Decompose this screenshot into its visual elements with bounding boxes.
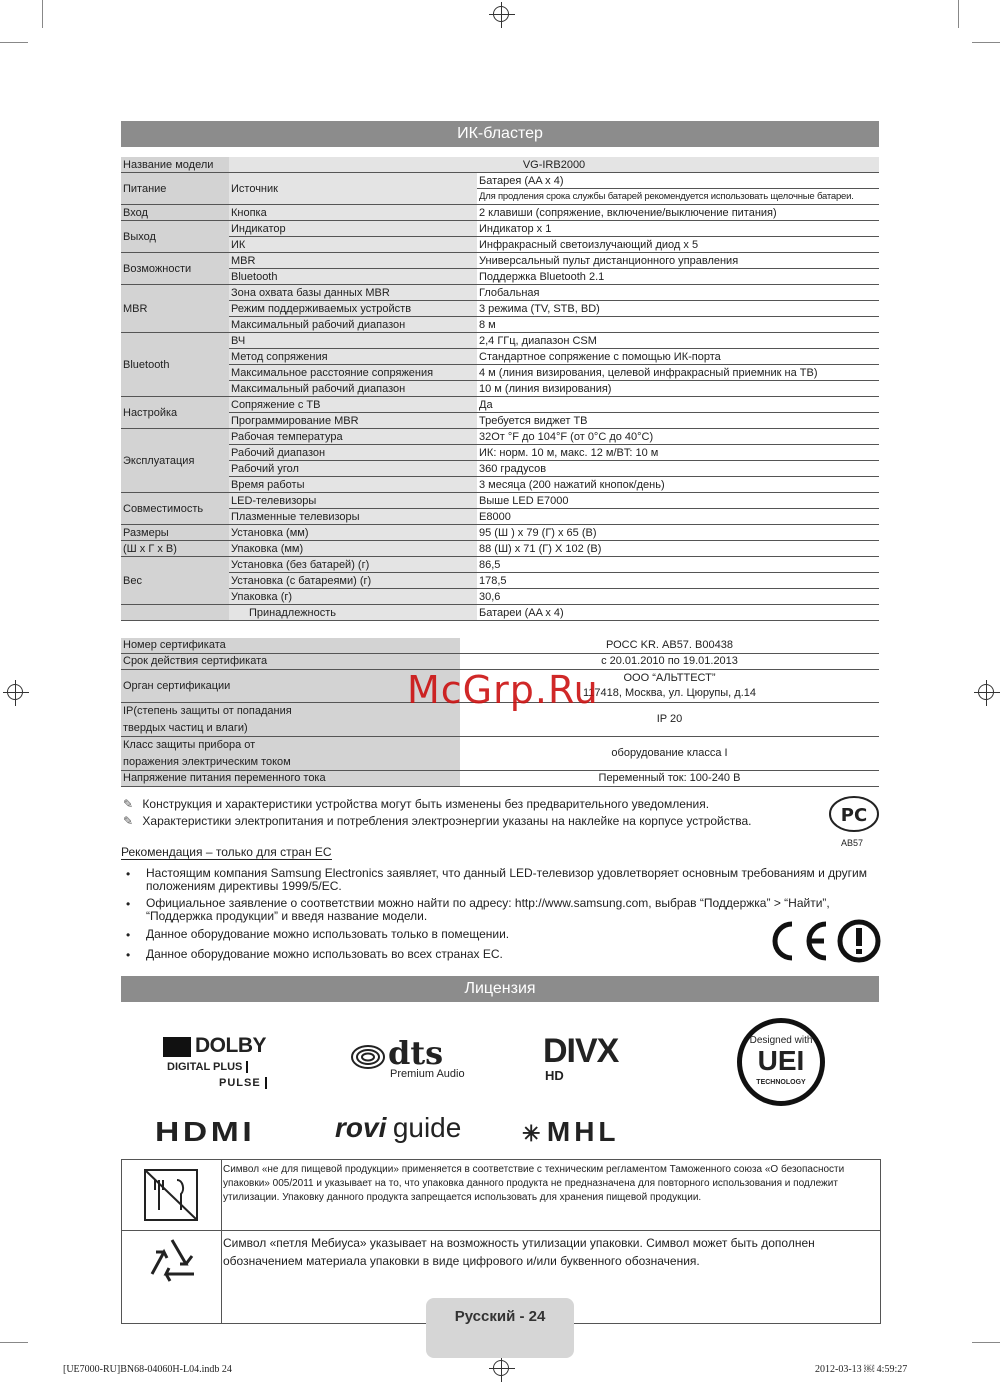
spec-row <box>121 413 879 429</box>
list-item: • Официальное заявление о соответствии можно найти по адресу: http://www.samsung.com, выбрав “Поддержка” > “Найти”, “Поддержка продукции” и введя название модели. <box>126 896 830 923</box>
spec-value: Индикатор x 1 <box>477 221 879 237</box>
cert-label: Класс защиты прибора от поражения электрическим током <box>121 737 460 771</box>
page-number: Русский - 24 <box>426 1298 574 1358</box>
footer-timestamp: 2012-03-13 ￼ 4:59:27 <box>815 1364 908 1375</box>
mobius-loop-description: Символ «петля Мебиуса» указывает на возможность утилизации упаковки. Символ может быть дополнен обозначением материала упаковки в виде цифрового и/или буквенного обозначения. <box>223 1236 815 1268</box>
spec-param: Максимальное расстояние сопряжения <box>229 365 477 381</box>
spec-value: 86,5 <box>477 557 879 573</box>
spec-param: Кнопка <box>229 205 477 221</box>
spec-param: Режим поддерживаемых устройств <box>229 301 477 317</box>
spec-row <box>121 429 879 445</box>
spec-param: Bluetooth <box>229 269 477 285</box>
spec-value: E8000 <box>477 509 879 525</box>
recommendation-heading: Рекомендация – только для стран ЕС <box>121 845 332 859</box>
spec-value: Выше LED E7000 <box>477 493 879 509</box>
cert-value: Переменный ток: 100-240 В <box>460 771 879 787</box>
spec-row <box>121 269 879 285</box>
spec-row <box>121 605 879 621</box>
spec-value: 4 м (линия визирования, целевой инфракрасный приемник на ТВ) <box>477 365 879 381</box>
divx-logo: DIVX HD <box>543 1032 619 1083</box>
not-for-food-description: Символ «не для пищевой продукции» применяется в соответствие с техническим регламентом Таможенного союза «О безопасности упаковки» 005/2011 и указывает на то, что упаковка данного продукта не предназначена для повторного использования и подлежит утилизации. Упаковку данного продукта запрещается использовать для хранения пищевой продукции. <box>223 1164 845 1203</box>
uei-logo: Designed with UEI TECHNOLOGY <box>737 1018 825 1106</box>
pct-code: AB57 <box>841 838 864 848</box>
cert-label: Срок действия сертификата <box>121 654 460 670</box>
spec-value: Требуется виджет ТВ <box>477 413 879 429</box>
spec-group-label: Питание <box>121 173 229 205</box>
mhl-logo: ✳ MHL <box>522 1116 620 1147</box>
spec-value: VG-IRB2000 <box>229 157 879 173</box>
spec-param: Индикатор <box>229 221 477 237</box>
cert-value: оборудование класса I <box>460 737 879 771</box>
spec-row <box>121 253 879 269</box>
mhl-star-icon: ✳ <box>522 1121 541 1146</box>
list-item: • Данное оборудование можно использовать во всех странах ЕС. <box>126 947 503 962</box>
spec-row <box>121 541 879 557</box>
spec-value: 2 клавиши (сопряжение, включение/выключение питания) <box>477 205 879 221</box>
certification-table <box>121 638 879 787</box>
registration-mark-bottom <box>493 1360 509 1376</box>
footer-filename: [UE7000-RU]BN68-04060H-L04.indb 24 <box>63 1364 232 1375</box>
spec-row <box>121 493 879 509</box>
spec-param: Сопряжение с ТВ <box>229 397 477 413</box>
spec-value: Да <box>477 397 879 413</box>
spec-group-label: Bluetooth <box>121 333 229 397</box>
spec-value: 88 (Ш) x 71 (Г) X 102 (В) <box>477 541 879 557</box>
note-item: ✎ Конструкция и характеристики устройства могут быть изменены без предварительного уведомления. <box>123 797 710 811</box>
crop-line <box>972 1342 1000 1343</box>
section-title-license: Лицензия <box>121 976 879 1002</box>
spec-group-label: Совместимость <box>121 493 229 525</box>
list-item: • Настоящим компания Samsung Electronics заявляет, что данный LED-телевизор удовлетворяет основным требованиям и другим положениям директивы 1999/5/EC. <box>126 866 867 893</box>
spec-value: Для продления срока службы батарей рекомендуется использовать щелочные батареи. <box>477 189 879 205</box>
spec-row <box>121 461 879 477</box>
cert-row <box>121 737 879 771</box>
spec-row <box>121 557 879 573</box>
crop-line <box>958 0 959 28</box>
spec-value: 178,5 <box>477 573 879 589</box>
spec-value: Поддержка Bluetooth 2.1 <box>477 269 879 285</box>
spec-param: LED-телевизоры <box>229 493 477 509</box>
spec-value: Универсальный пульт дистанционного управления <box>477 253 879 269</box>
list-item: • Данное оборудование можно использовать только в помещении. <box>126 927 510 942</box>
registration-mark-top <box>493 6 509 22</box>
cert-label: Номер сертификата <box>121 638 460 654</box>
cert-value: ООО “АЛЬТТЕСТ” 117418, Москва, ул. Цюрупы, д.14 <box>460 670 879 703</box>
watermark: McGrp.Ru <box>407 668 599 712</box>
spec-param: Рабочий диапазон <box>229 445 477 461</box>
spec-row <box>121 445 879 461</box>
spec-row <box>121 333 879 349</box>
dts-disc-icon <box>350 1044 386 1070</box>
spec-row <box>121 509 879 525</box>
spec-param: Программирование MBR <box>229 413 477 429</box>
spec-param: Зона охвата базы данных MBR <box>229 285 477 301</box>
spec-group-label: Вход <box>121 205 229 221</box>
spec-value: 95 (Ш ) x 79 (Г) x 65 (В) <box>477 525 879 541</box>
dolby-logo: DOLBY DIGITAL PLUS PULSE <box>163 1037 273 1093</box>
spec-row <box>121 301 879 317</box>
spec-row <box>121 349 879 365</box>
spec-value: Батарея (AA x 4) <box>477 173 879 189</box>
spec-group-label: Выход <box>121 221 229 253</box>
spec-group-label: Вес <box>121 557 229 605</box>
spec-row <box>121 157 879 173</box>
note-item: ✎ Характеристики электропитания и потребления электроэнергии указаны на наклейке на корпусе устройства. <box>123 814 752 828</box>
cert-label: Орган сертификации <box>121 670 460 703</box>
spec-param: MBR <box>229 253 477 269</box>
spec-group-label <box>121 605 229 621</box>
spec-param: Рабочая температура <box>229 429 477 445</box>
spec-param: Рабочий угол <box>229 461 477 477</box>
spec-group-label: Размеры <box>121 525 229 541</box>
cert-row <box>121 771 879 787</box>
cert-value: IP 20 <box>460 703 879 737</box>
spec-row <box>121 285 879 301</box>
ce-mark-icon <box>764 918 882 964</box>
spec-param: Максимальный рабочий диапазон <box>229 317 477 333</box>
crop-line <box>0 1342 28 1343</box>
dts-logo: dts Premium Audio <box>350 1040 470 1085</box>
cert-value: РОСС KR. АВ57. В00438 <box>460 638 879 654</box>
spec-param: Установка (мм) <box>229 525 477 541</box>
not-for-food-icon <box>141 1166 201 1224</box>
cert-label: IP(степень защиты от попадания твердых частиц и влаги) <box>121 703 460 737</box>
crop-line <box>42 0 43 28</box>
registration-mark-right <box>978 684 994 700</box>
dolby-icon <box>163 1037 191 1057</box>
pencil-icon: ✎ <box>123 797 134 811</box>
spec-row <box>121 221 879 237</box>
spec-value: 3 месяца (200 нажатий кнопок/день) <box>477 477 879 493</box>
rovi-guide-logo: rovi guide <box>335 1112 462 1143</box>
spec-group-label: Название модели <box>121 157 229 173</box>
registration-mark-left <box>7 684 23 700</box>
spec-param: ВЧ <box>229 333 477 349</box>
spec-group-label: Возможности <box>121 253 229 285</box>
spec-row <box>121 477 879 493</box>
spec-value: 3 режима (TV, STB, BD) <box>477 301 879 317</box>
spec-value: Глобальная <box>477 285 879 301</box>
spec-row <box>121 525 879 541</box>
pct-certification-icon <box>828 795 880 835</box>
spec-group-label: Эксплуатация <box>121 429 229 493</box>
spec-value: 360 градусов <box>477 461 879 477</box>
spec-row <box>121 381 879 397</box>
spec-value: Инфракрасный светоизлучающий диод x 5 <box>477 237 879 253</box>
spec-param: Максимальный рабочий диапазон <box>229 381 477 397</box>
spec-param: Источник <box>229 173 477 205</box>
hdmi-logo: HDMI <box>155 1116 256 1147</box>
spec-value: 32От °F до 104°F (от 0°C до 40°C) <box>477 429 879 445</box>
spec-value: Стандартное сопряжение с помощью ИК-порта <box>477 349 879 365</box>
spec-value: 10 м (линия визирования) <box>477 381 879 397</box>
spec-row <box>121 317 879 333</box>
spec-row <box>121 205 879 221</box>
spec-value: 30,6 <box>477 589 879 605</box>
spec-param: Плазменные телевизоры <box>229 509 477 525</box>
cert-label: Напряжение питания переменного тока <box>121 771 460 787</box>
spec-value: 8 м <box>477 317 879 333</box>
spec-row <box>121 397 879 413</box>
spec-param: Упаковка (мм) <box>229 541 477 557</box>
crop-line <box>972 42 1000 43</box>
svg-text:РС: РС <box>840 805 868 826</box>
spec-param: Принадлежность <box>229 605 477 621</box>
spec-table <box>121 157 879 621</box>
spec-param: ИК <box>229 237 477 253</box>
spec-group-label: MBR <box>121 285 229 333</box>
spec-param: Время работы <box>229 477 477 493</box>
spec-param: Установка (без батарей) (г) <box>229 557 477 573</box>
spec-param: Метод сопряжения <box>229 349 477 365</box>
spec-param: Установка (с батареями) (г) <box>229 573 477 589</box>
spec-row <box>121 589 879 605</box>
spec-value: 2,4 ГГц, диапазон CSM <box>477 333 879 349</box>
spec-value: Батареи (AA x 4) <box>477 605 879 621</box>
spec-row <box>121 237 879 253</box>
mobius-loop-icon <box>140 1234 204 1292</box>
cert-row <box>121 638 879 654</box>
spec-row <box>121 365 879 381</box>
pencil-icon: ✎ <box>123 814 134 828</box>
spec-group-label: Настройка <box>121 397 229 429</box>
spec-value: ИК: норм. 10 м, макс. 12 м/BT: 10 м <box>477 445 879 461</box>
spec-param: Упаковка (г) <box>229 589 477 605</box>
crop-line <box>0 42 28 43</box>
spec-group-label: (Ш x Г x В) <box>121 541 229 557</box>
section-title-ir-blaster: ИК-бластер <box>121 121 879 147</box>
spec-row <box>121 173 879 189</box>
spec-row <box>121 573 879 589</box>
cert-value: с 20.01.2010 по 19.01.2013 <box>460 654 879 670</box>
